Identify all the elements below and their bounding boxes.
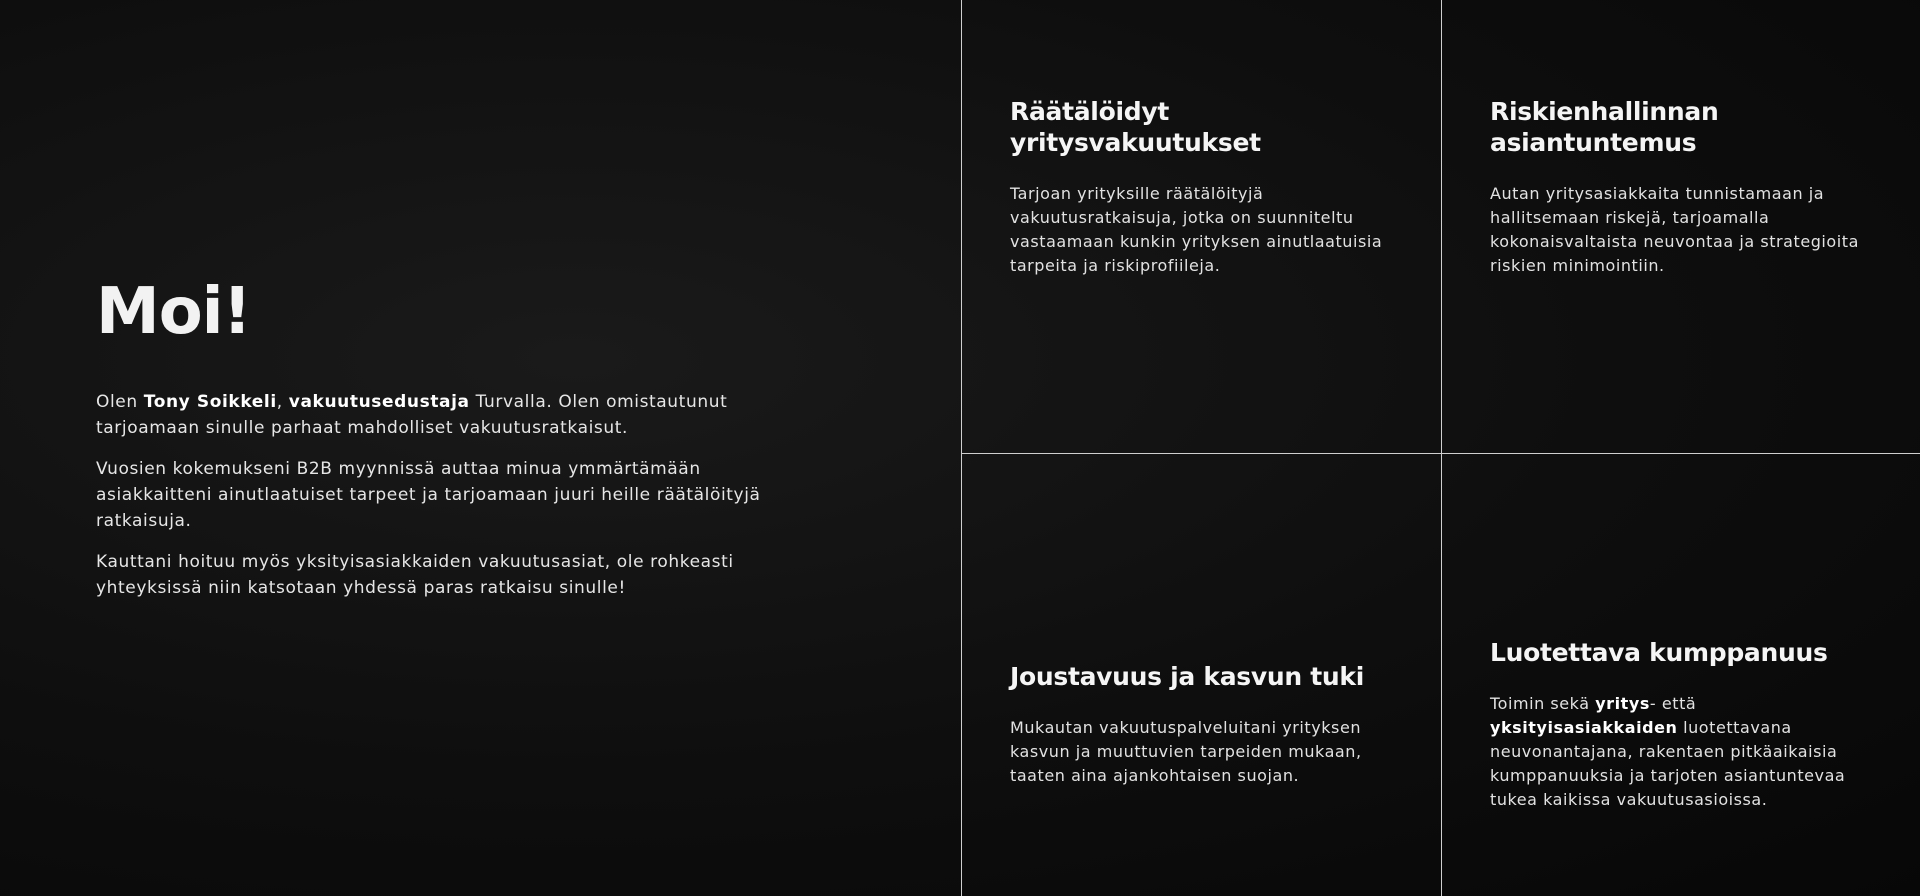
card-title: Joustavuus ja kasvun tuki — [1010, 662, 1365, 691]
intro-paragraph-2: Vuosien kokemukseni B2B myynnissä auttaa minua ymmärtämään asiakkaitteni ainutlaatuiset tarpeet ja tarjoamaan juuri heille räätälöityjä ratkaisuja. — [96, 459, 761, 531]
intro-paragraph-3: Kauttani hoituu myös yksityisasiakkaiden vakuutusasiat, ole rohkeasti yhteyksissä niin katsotaan yhdessä paras ratkaisu sinulle! — [96, 552, 734, 598]
agent-role: vakuutusedustaja — [288, 392, 470, 412]
card-title: Riskienhallinnan asiantuntemus — [1490, 97, 1719, 157]
card-content — [1490, 637, 1881, 812]
card-text-suffix: luotettavana neuvonantajana, rakentaen pitkäaikaisia kumppanuuksia ja tarjoten asiantuntevaa tukea kaikissa vakuutusasioissa. — [1490, 718, 1846, 809]
card-title: Luotettava kumppanuus — [1490, 638, 1828, 667]
card-text-prefix: Toimin sekä — [1490, 694, 1596, 713]
card-tailored-insurance — [962, 0, 1442, 454]
card-text-mid: - että — [1649, 694, 1697, 713]
intro-paragraph-1 — [96, 389, 776, 441]
card-text: Mukautan vakuutuspalveluitani yrityksen kasvun ja muuttuvien tarpeiden mukaan, taaten aina ajankohtaisen suojan. — [1010, 718, 1362, 785]
card-title: Räätälöidyt yritysvakuutukset — [1010, 97, 1261, 157]
card-partnership — [1442, 454, 1920, 896]
card-text-bold-private: yksityisasiakkaiden — [1490, 718, 1678, 737]
card-text: Autan yritysasiakkaita tunnistamaan ja hallitsemaan riskejä, tarjoamalla kokonaisvaltaista neuvontaa ja strategioita riskien minimointiin. — [1490, 184, 1859, 275]
services-grid — [961, 0, 1920, 896]
agent-name: Tony Soikkeli — [143, 392, 277, 412]
intro-p1-suffix: Turvalla. Olen omistautunut tarjoamaan sinulle parhaat mahdolliset vakuutusratkaisut. — [96, 392, 728, 438]
intro-title: Moi! — [96, 275, 251, 349]
card-risk-management — [1442, 0, 1920, 454]
intro-content — [96, 275, 796, 616]
card-text-bold-business: yritys — [1595, 694, 1650, 713]
card-text — [1490, 692, 1881, 812]
card-flexibility — [962, 454, 1442, 896]
card-content — [1010, 661, 1401, 788]
intro-p1-prefix: Olen — [96, 392, 144, 412]
card-text: Tarjoan yrityksille räätälöityjä vakuutusratkaisuja, jotka on suunniteltu vastaamaan kunkin yrityksen ainutlaatuisia tarpeita ja riskiprofiileja. — [1010, 184, 1383, 275]
intro-p1-comma: , — [276, 392, 289, 412]
